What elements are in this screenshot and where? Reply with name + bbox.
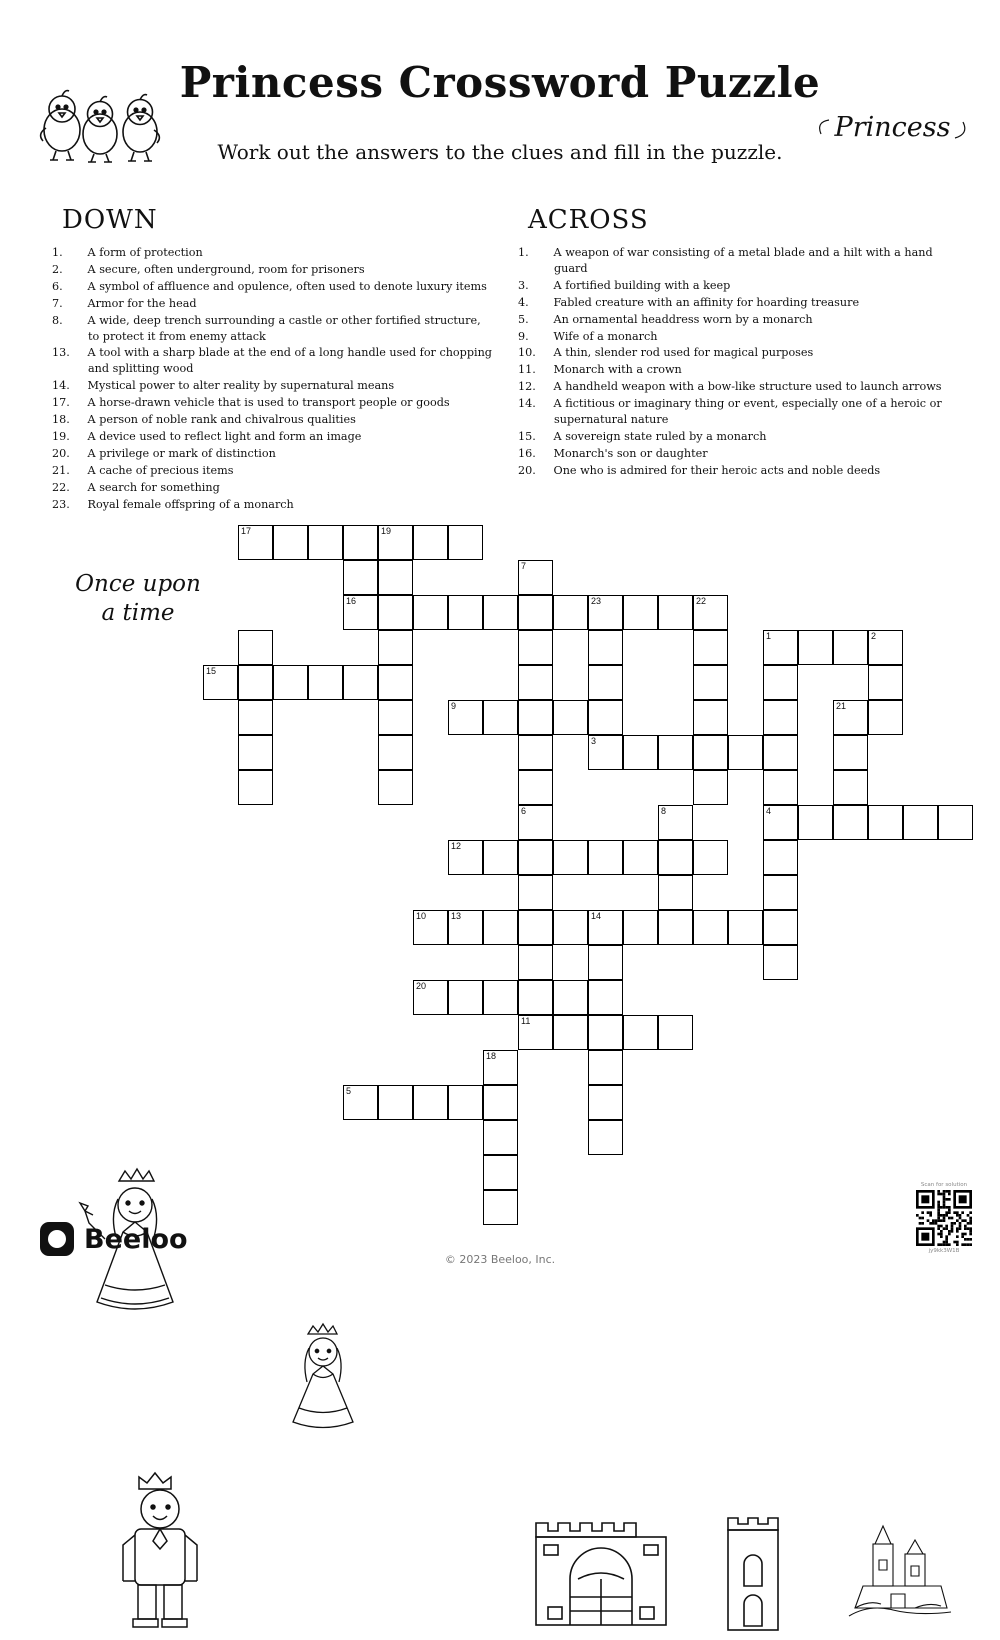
crossword-cell[interactable] [763, 735, 798, 770]
crossword-cell-number: 10 [416, 911, 427, 921]
crossword-cell[interactable] [553, 595, 588, 630]
crossword-cell-number: 3 [591, 736, 597, 746]
crossword-cell[interactable] [623, 1015, 658, 1050]
down-clue-number: 18. [52, 413, 70, 427]
down-clue [52, 429, 492, 445]
crossword-cell-number: 9 [451, 701, 457, 711]
down-clue-text: Mystical power to alter reality by supernatural means [84, 379, 395, 393]
across-clue-text: An ornamental headdress worn by a monarch [550, 312, 813, 326]
crossword-cell[interactable] [378, 770, 413, 805]
crossword-cell[interactable] [553, 1015, 588, 1050]
crossword-cell[interactable] [343, 1085, 378, 1120]
crossword-cell[interactable] [273, 665, 308, 700]
across-clue [518, 329, 948, 345]
down-clue-text: A cache of precious items [84, 463, 234, 477]
down-clue-number: 1. [52, 246, 63, 259]
crossword-cell[interactable] [518, 805, 553, 840]
crossword-cell[interactable] [763, 875, 798, 910]
crossword-cell[interactable] [903, 805, 938, 840]
across-clue [518, 245, 948, 277]
crossword-cell[interactable] [693, 630, 728, 665]
across-clue [518, 379, 948, 395]
down-clue-text: A horse-drawn vehicle that is used to transport people or goods [84, 396, 450, 410]
down-clue-number: 13. [52, 346, 70, 360]
across-clue-text: A sovereign state ruled by a monarch [550, 429, 767, 443]
crossword-cell[interactable] [518, 700, 553, 735]
crossword-cell[interactable] [483, 1085, 518, 1120]
castle-gate-illustration [530, 1515, 675, 1635]
across-clue [518, 429, 948, 445]
crossword-cell[interactable] [623, 910, 658, 945]
crossword-cell[interactable] [693, 595, 728, 630]
copyright-text: © 2023 Beeloo, Inc. [444, 1253, 556, 1266]
across-clue [518, 345, 948, 361]
crossword-cell[interactable] [763, 805, 798, 840]
crossword-cell[interactable] [238, 700, 273, 735]
crossword-cell[interactable] [763, 665, 798, 700]
crossword-cell[interactable] [693, 770, 728, 805]
crossword-cell[interactable] [238, 525, 273, 560]
crossword-cell-number: 20 [416, 981, 427, 991]
across-clue [518, 362, 948, 378]
down-clue-number: 23. [52, 497, 70, 511]
crossword-cell[interactable] [378, 525, 413, 560]
across-clue-text: One who is admired for their heroic acts and noble deeds [550, 463, 881, 477]
down-clue [52, 262, 492, 278]
crossword-cell[interactable] [518, 665, 553, 700]
down-clue [52, 463, 492, 479]
crossword-cell-number: 18 [486, 1051, 497, 1061]
crossword-cell[interactable] [518, 875, 553, 910]
crossword-cell[interactable] [623, 840, 658, 875]
crossword-cell[interactable] [658, 805, 693, 840]
crossword-cell[interactable] [588, 980, 623, 1015]
across-clue [518, 312, 948, 328]
crossword-cell-number: 23 [591, 596, 602, 606]
crossword-cell-number: 6 [521, 806, 527, 816]
across-clue-number: 11. [518, 363, 536, 377]
crossword-cell[interactable] [763, 910, 798, 945]
down-clue [52, 313, 492, 345]
crossword-cell[interactable] [518, 770, 553, 805]
down-clue-text: A device used to reflect light and form an image [84, 429, 362, 443]
down-clue-number: 21. [52, 463, 70, 477]
crossword-cell[interactable] [518, 595, 553, 630]
crossword-grid[interactable] [0, 505, 1000, 1145]
crossword-cell[interactable] [448, 980, 483, 1015]
crossword-cell[interactable] [483, 1120, 518, 1155]
page-footer [0, 1174, 1000, 1294]
crossword-cell[interactable] [448, 840, 483, 875]
page-subtitle: Work out the answers to the clues and fill in the puzzle. [217, 140, 783, 164]
crossword-cell[interactable] [588, 1120, 623, 1155]
crossword-cell[interactable] [343, 525, 378, 560]
crossword-cell[interactable] [308, 525, 343, 560]
once-upon-line: a time [101, 599, 175, 626]
across-clue-number: 9. [518, 329, 529, 343]
crossword-cell[interactable] [378, 665, 413, 700]
across-clue-number: 4. [518, 295, 529, 309]
crossword-cell[interactable] [413, 980, 448, 1015]
crossword-cell[interactable] [938, 805, 973, 840]
crossword-cell-number: 1 [766, 631, 772, 641]
crossword-cell-number: 12 [451, 841, 462, 851]
crossword-cell[interactable] [763, 840, 798, 875]
across-clue-text: Fabled creature with an affinity for hoarding treasure [550, 295, 860, 309]
crossword-cell[interactable] [448, 525, 483, 560]
crossword-cell-number: 2 [871, 631, 877, 641]
crossword-cell-number: 17 [241, 526, 252, 536]
qr-label: Scan for solution [920, 1182, 968, 1188]
down-clue-text: A privilege or mark of distinction [84, 446, 276, 460]
across-clue-number: 20. [518, 463, 536, 477]
crossword-cell-number: 21 [836, 701, 847, 711]
crossword-cell[interactable] [588, 595, 623, 630]
crossword-cell[interactable] [588, 735, 623, 770]
crossword-cell[interactable] [203, 665, 238, 700]
crossword-cell[interactable] [833, 805, 868, 840]
crossword-cell[interactable] [448, 595, 483, 630]
down-clue [52, 480, 492, 496]
across-clue [518, 396, 948, 428]
crossword-cell[interactable] [658, 1015, 693, 1050]
crossword-cell[interactable] [518, 560, 553, 595]
crossword-cell[interactable] [518, 840, 553, 875]
crossword-cell[interactable] [763, 770, 798, 805]
qr-code-icon[interactable] [916, 1190, 972, 1246]
down-clue [52, 412, 492, 428]
page-title: Princess Crossword Puzzle [179, 58, 821, 107]
down-clue [52, 245, 492, 261]
crossword-cell[interactable] [518, 735, 553, 770]
crossword-cell[interactable] [518, 945, 553, 980]
crossword-cell[interactable] [378, 1085, 413, 1120]
down-clue-text: A search for something [84, 480, 220, 494]
crossword-cell[interactable] [763, 630, 798, 665]
crossword-cell[interactable] [693, 910, 728, 945]
crossword-cell-number: 19 [381, 526, 392, 536]
crossword-cell[interactable] [518, 910, 553, 945]
crossword-cell[interactable] [238, 665, 273, 700]
crossword-cell[interactable] [413, 595, 448, 630]
across-clue-number: 1. [518, 246, 529, 259]
crossword-cell[interactable] [693, 735, 728, 770]
crossword-cell[interactable] [588, 665, 623, 700]
crossword-cell[interactable] [798, 630, 833, 665]
across-heading: ACROSS [528, 205, 649, 235]
crossword-cell[interactable] [868, 700, 903, 735]
crossword-cell[interactable] [868, 630, 903, 665]
crossword-cell[interactable] [518, 630, 553, 665]
down-clue [52, 378, 492, 394]
across-clue-text: A fortified building with a keep [550, 278, 731, 292]
down-clue-text: A form of protection [84, 246, 203, 259]
clues-section [0, 205, 1000, 511]
crossword-cell[interactable] [868, 805, 903, 840]
down-clue-number: 19. [52, 429, 70, 443]
crossword-cell[interactable] [308, 665, 343, 700]
crossword-cell-number: 8 [661, 806, 667, 816]
down-clue-text: A symbol of affluence and opulence, often used to denote luxury items [84, 279, 487, 293]
crossword-cell[interactable] [833, 630, 868, 665]
crossword-cell[interactable] [378, 560, 413, 595]
page-header [0, 0, 1000, 185]
down-clue-text: A person of noble rank and chivalrous qualities [84, 413, 356, 427]
crossword-cell[interactable] [413, 525, 448, 560]
down-clue-number: 6. [52, 279, 63, 293]
down-clue-number: 22. [52, 480, 70, 494]
crossword-cell[interactable] [763, 700, 798, 735]
across-clue-list [518, 245, 948, 479]
castle-sketch-illustration [845, 1520, 955, 1635]
crossword-cell[interactable] [553, 700, 588, 735]
crossword-cell[interactable] [588, 840, 623, 875]
down-clue [52, 296, 492, 312]
down-clue-text: Royal female offspring of a monarch [84, 497, 294, 511]
crossword-cell[interactable] [343, 665, 378, 700]
crossword-cell[interactable] [658, 840, 693, 875]
across-clue-text: A handheld weapon with a bow-like structure used to launch arrows [550, 380, 942, 394]
prince-illustration [105, 1465, 215, 1635]
crossword-cell[interactable] [238, 735, 273, 770]
crossword-cell-number: 16 [346, 596, 357, 606]
down-clue-number: 2. [52, 262, 63, 276]
crossword-cell[interactable] [693, 700, 728, 735]
crossword-cell-number: 4 [766, 806, 772, 816]
down-clues-column [52, 205, 492, 514]
crossword-cell[interactable] [448, 700, 483, 735]
princess-badge-label: Princess [834, 112, 951, 143]
princess-badge [815, 104, 970, 152]
crossword-cell[interactable] [693, 840, 728, 875]
crossword-cell[interactable] [378, 700, 413, 735]
crossword-cell-number: 22 [696, 596, 707, 606]
crossword-cell[interactable] [833, 700, 868, 735]
down-clue-number: 17. [52, 396, 70, 410]
across-clue-text: Wife of a monarch [550, 329, 658, 343]
crossword-cell[interactable] [798, 805, 833, 840]
across-clue-text: Monarch's son or daughter [550, 446, 708, 460]
crossword-cell[interactable] [483, 910, 518, 945]
crossword-cell[interactable] [868, 665, 903, 700]
across-clue [518, 463, 948, 479]
across-clues-column [518, 205, 948, 480]
crossword-cell[interactable] [588, 1015, 623, 1050]
across-clue-text: A fictitious or imaginary thing or event, especially one of a heroic or supernatural nature [550, 397, 942, 427]
crossword-cell[interactable] [448, 1085, 483, 1120]
crossword-cell[interactable] [378, 595, 413, 630]
crossword-cell-number: 15 [206, 666, 217, 676]
across-clue-number: 14. [518, 397, 536, 411]
crossword-cell[interactable] [623, 595, 658, 630]
crossword-cell[interactable] [413, 1085, 448, 1120]
crossword-cell-number: 14 [591, 911, 602, 921]
down-clue [52, 446, 492, 462]
crossword-cell[interactable] [623, 735, 658, 770]
crossword-cell[interactable] [763, 945, 798, 980]
crossword-cell[interactable] [588, 630, 623, 665]
crossword-cell[interactable] [658, 910, 693, 945]
crossword-cell[interactable] [588, 1085, 623, 1120]
across-clue [518, 295, 948, 311]
crossword-cell[interactable] [483, 980, 518, 1015]
across-clue-number: 5. [518, 312, 529, 326]
crossword-cell[interactable] [588, 700, 623, 735]
crossword-cell-number: 5 [346, 1086, 352, 1096]
crossword-cell[interactable] [658, 875, 693, 910]
crossword-cell[interactable] [728, 910, 763, 945]
qr-code-block [916, 1182, 972, 1254]
down-clue-number: 8. [52, 313, 63, 327]
across-clue-number: 15. [518, 429, 536, 443]
crossword-cell[interactable] [553, 840, 588, 875]
crossword-cell[interactable] [343, 560, 378, 595]
crossword-cell[interactable] [378, 630, 413, 665]
crossword-cell[interactable] [833, 770, 868, 805]
across-clue-number: 10. [518, 346, 536, 360]
princess-illustration-small [275, 1320, 371, 1437]
crossword-cell[interactable] [413, 910, 448, 945]
beeloo-logo-icon [40, 1222, 74, 1256]
crossword-cell[interactable] [238, 770, 273, 805]
crossword-cell[interactable] [273, 525, 308, 560]
crossword-cell-number: 13 [451, 911, 462, 921]
down-heading: DOWN [62, 205, 158, 235]
crossword-cell[interactable] [483, 840, 518, 875]
crossword-cell[interactable] [833, 735, 868, 770]
across-clue-text: A thin, slender rod used for magical purposes [550, 346, 814, 360]
crossword-cell[interactable] [343, 595, 378, 630]
crossword-cell[interactable] [483, 595, 518, 630]
crossword-cell[interactable] [728, 735, 763, 770]
crossword-cell[interactable] [658, 735, 693, 770]
down-clue-text: Armor for the head [84, 296, 197, 310]
across-clue-text: Monarch with a crown [550, 363, 682, 377]
down-clue-text: A wide, deep trench surrounding a castle or other fortified structure, to protect it from enemy attack [84, 313, 481, 343]
crossword-cell[interactable] [553, 910, 588, 945]
crossword-cell[interactable] [588, 945, 623, 980]
across-clue [518, 278, 948, 294]
crossword-cell[interactable] [658, 595, 693, 630]
qr-caption: jy9kk3W1B [928, 1248, 960, 1254]
down-clue [52, 345, 492, 377]
crossword-cell[interactable] [693, 665, 728, 700]
crossword-cell[interactable] [518, 1015, 553, 1050]
down-clue-text: A tool with a sharp blade at the end of a long handle used for chopping and splitting wood [84, 346, 492, 376]
crossword-cell[interactable] [483, 1050, 518, 1085]
across-clue-number: 12. [518, 380, 536, 394]
crossword-cell[interactable] [518, 980, 553, 1015]
across-clue [518, 446, 948, 462]
beeloo-brand-label: Beeloo [84, 1224, 188, 1255]
tower-illustration [722, 1510, 784, 1640]
crossword-cell[interactable] [238, 630, 273, 665]
crossword-cell-number: 11 [521, 1016, 531, 1026]
down-clue-text: A secure, often underground, room for prisoners [84, 262, 365, 276]
across-clue-text: A weapon of war consisting of a metal blade and a hilt with a hand guard [550, 246, 933, 275]
once-upon-line: Once upon [75, 571, 201, 597]
down-clue-list [52, 245, 492, 513]
across-clue-number: 3. [518, 278, 529, 292]
crossword-cell[interactable] [378, 735, 413, 770]
crossword-cell[interactable] [448, 910, 483, 945]
crossword-cell-number: 7 [521, 561, 527, 571]
down-clue [52, 279, 492, 295]
crossword-cell[interactable] [588, 1050, 623, 1085]
crossword-cell[interactable] [483, 700, 518, 735]
down-clue-number: 7. [52, 296, 63, 310]
down-clue-number: 14. [52, 379, 70, 393]
down-clue [52, 395, 492, 411]
across-clue-number: 16. [518, 446, 536, 460]
beeloo-brand [40, 1222, 188, 1256]
down-clue-number: 20. [52, 446, 70, 460]
crossword-cell[interactable] [588, 910, 623, 945]
crossword-cell[interactable] [553, 980, 588, 1015]
